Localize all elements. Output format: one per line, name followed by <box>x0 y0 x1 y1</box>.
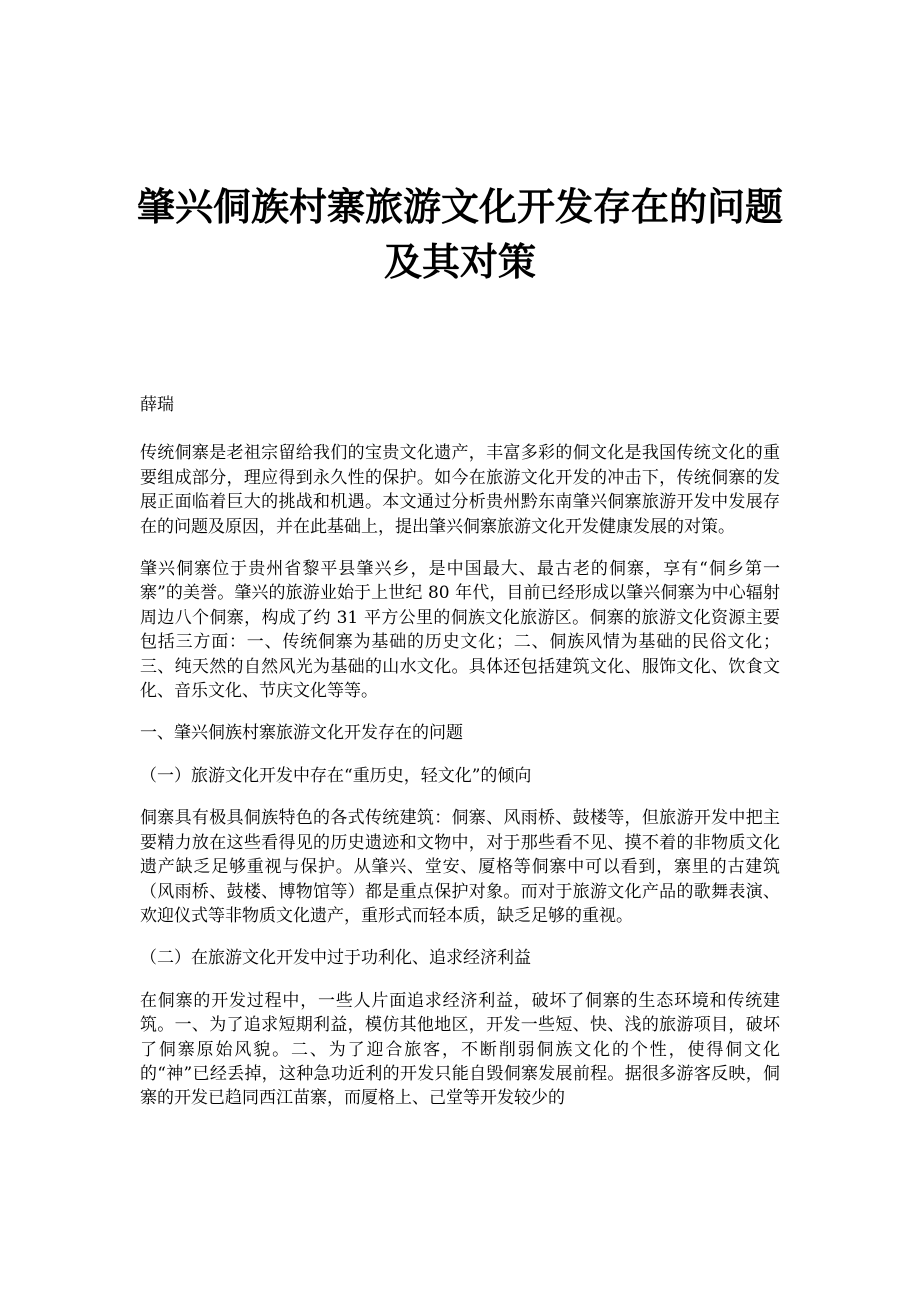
abstract-paragraph: 传统侗寨是老祖宗留给我们的宝贵文化遗产，丰富多彩的侗文化是我国传统文化的重要组成部分，理应得到永久性的保护。如今在旅游文化开发的冲击下，传统侗寨的发展正面临着巨大的挑战和机遇。本文通过分析贵州黔东南肇兴侗寨旅游开发中发展存在的问题及原因，并在此基础上，提出肇兴侗寨旅游文化开发健康发展的对策。 <box>140 443 780 537</box>
body-paragraph-1: 侗寨具有极具侗族特色的各式传统建筑：侗寨、风雨桥、鼓楼等，但旅游开发中把主要精力放在这些看得见的历史遗迹和文物中，对于那些看不见、摸不着的非物质文化遗产缺乏足够重视与保护。从肇兴、堂安、厦格等侗寨中可以看到，寨里的古建筑（风雨桥、鼓楼、博物馆等）都是重点保护对象。而对于旅游文化产品的歌舞表演、欢迎仪式等非物质文化遗产，重形式而轻本质，缺乏足够的重视。 <box>140 808 780 926</box>
subsection-heading-2: （二）在旅游文化开发中过于功利化、追求经济利益 <box>140 948 531 969</box>
document-title <box>120 180 800 290</box>
author: 薛瑞 <box>140 395 174 415</box>
title-line-1: 肇兴侗族村寨旅游文化开发存在的问题 <box>136 185 783 229</box>
title-line-2: 及其对策 <box>383 240 536 284</box>
body-paragraph-2: 在侗寨的开发过程中，一些人片面追求经济利益，破坏了侗寨的生态环境和传统建筑。一、为了追求短期利益，模仿其他地区，开发一些短、快、浅的旅游项目，破坏了侗寨原始风貌。二、为了迎合旅客，不断削弱侗族文化的个性，使得侗文化的“神”已经丢掉，这种急功近利的开发只能自毁侗寨发展前程。据很多游客反映，侗寨的开发已趋同西江苗寨，而厦格上、己堂等开发较少的 <box>140 990 780 1109</box>
intro-paragraph: 肇兴侗寨位于贵州省黎平县肇兴乡，是中国最大、最古老的侗寨，享有“侗乡第一寨”的美誉。肇兴的旅游业始于上世纪 80 年代，目前已经形成以肇兴侗寨为中心辐射周边八个侗寨，构成了约 31 平方公里的侗族文化旅游区。侗寨的旅游文化资源主要包括三方面：一、传统侗寨为基础的历史文化；二、侗族风情为基础的民俗文化；三、纯天然的自然风光为基础的山水文化。具体还包括建筑文化、服饰文化、饮食文化、音乐文化、节庆文化等等。 <box>140 559 780 702</box>
subsection-heading-1: （一）旅游文化开发中存在“重历史，轻文化”的倾向 <box>140 765 532 786</box>
section-heading-1: 一、肇兴侗族村寨旅游文化开发存在的问题 <box>140 723 463 744</box>
document-body <box>140 393 780 1129</box>
